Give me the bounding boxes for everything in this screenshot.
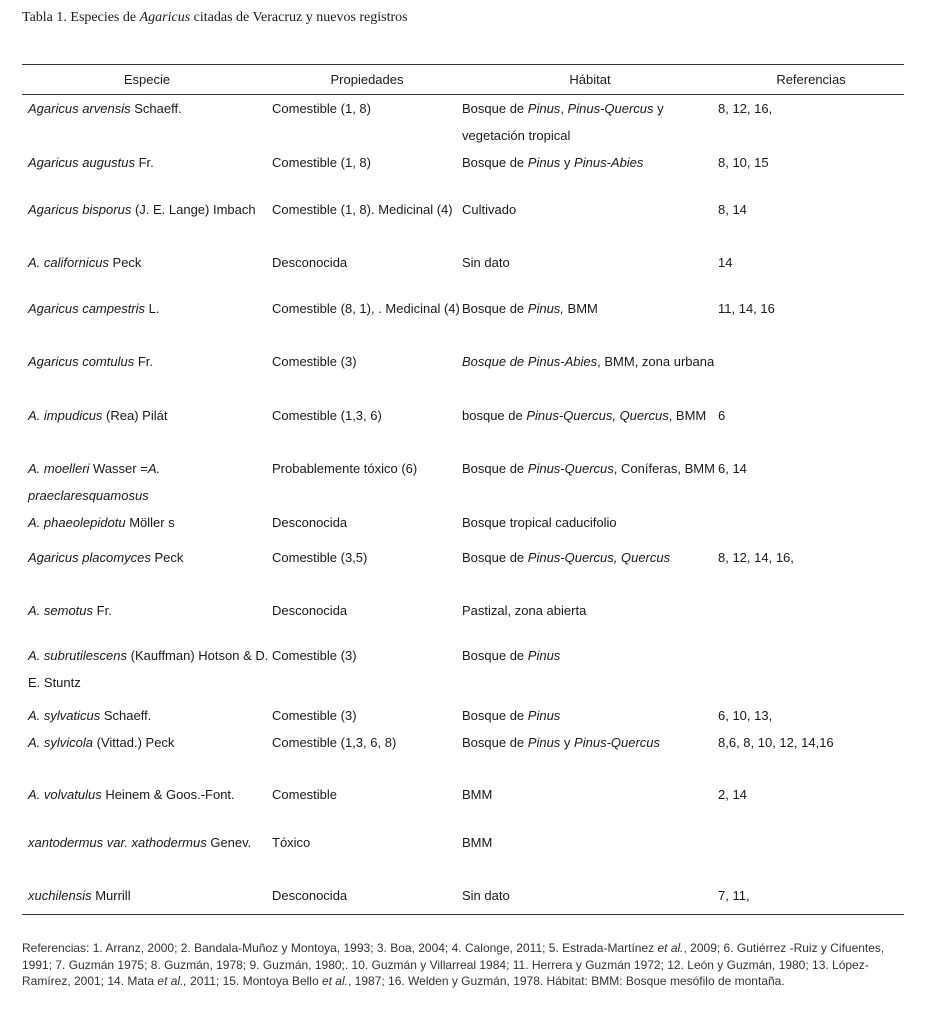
cell-especie: Agaricus campestris L. xyxy=(28,301,160,316)
table-row xyxy=(22,295,904,348)
cell-referencias xyxy=(718,509,904,544)
cell-propiedades: Desconocida xyxy=(272,603,348,618)
cell-habitat: Bosque de Pinus xyxy=(462,708,561,723)
table-row xyxy=(22,455,904,509)
table-row xyxy=(22,402,904,455)
cell-propiedades: Comestible (1, 8) xyxy=(272,155,371,170)
header-referencias: Referencias xyxy=(718,65,904,95)
cell-habitat: Bosque de Pinus xyxy=(462,648,561,663)
species-table xyxy=(22,64,904,915)
cell-especie: A. phaeolepidotu Möller s xyxy=(28,515,175,530)
cell-especie: Agaricus comtulus Fr. xyxy=(28,354,153,369)
cell-propiedades: Comestible (3) xyxy=(272,708,357,723)
cell-habitat: Bosque de Pinus-Quercus, Coníferas, BMM xyxy=(462,461,715,476)
cell-habitat: Bosque de Pinus y Pinus-Quercus xyxy=(462,735,661,750)
cell-referencias xyxy=(718,348,904,402)
cell-especie: A. moelleri Wasser =A. praeclaresquamosus xyxy=(28,461,161,503)
cell-referencias xyxy=(718,642,904,702)
cell-habitat: Bosque de Pinus-Quercus, Quercus xyxy=(462,550,671,565)
cell-habitat: Bosque tropical caducifolio xyxy=(462,515,617,530)
table-row xyxy=(22,196,904,249)
header-habitat: Hábitat xyxy=(462,65,718,95)
cell-especie: A. sylvicola (Vittad.) Peck xyxy=(28,735,175,750)
table-row xyxy=(22,348,904,402)
cell-referencias xyxy=(718,829,904,882)
cell-especie: A. sylvaticus Schaeff. xyxy=(28,708,152,723)
cell-habitat: Sin dato xyxy=(462,882,718,914)
cell-referencias: 2, 14 xyxy=(718,787,747,802)
cell-propiedades: Comestible (3) xyxy=(272,354,357,369)
cell-referencias: 8, 12, 14, 16, xyxy=(718,550,794,565)
cell-referencias: 11, 14, 16 xyxy=(718,301,775,316)
table-row xyxy=(22,642,904,702)
table-row xyxy=(22,544,904,597)
cell-referencias: 8,6, 8, 10, 12, 14,16 xyxy=(718,735,834,750)
cell-habitat: Bosque de Pinus, Pinus-Quercus y vegetación tropical xyxy=(462,101,664,143)
cell-propiedades: Comestible xyxy=(272,787,338,802)
table-body xyxy=(22,95,904,915)
cell-especie: Agaricus bisporus (J. E. Lange) Imbach xyxy=(28,202,256,217)
cell-referencias: 8, 14 xyxy=(718,202,747,217)
header-especie: Especie xyxy=(22,65,272,95)
cell-especie: Agaricus arvensis Schaeff. xyxy=(28,101,182,116)
table-row xyxy=(22,781,904,829)
cell-referencias: 14 xyxy=(718,255,733,270)
header-propiedades: Propiedades xyxy=(272,65,462,95)
cell-referencias: 8, 12, 16, xyxy=(718,101,773,116)
table-row xyxy=(22,702,904,729)
references-footnote: Referencias: 1. Arranz, 2000; 2. Bandala-Muñoz y Montoya, 1993; 3. Boa, 2004; 4. Calonge, 2011; 5. Estrada-Martínez et al., 2009; 6. Gutiérrez -Ruiz y Cifuentes, 1991; 7. Guzmán 1975; 8. Guzmán, 1978; 9. Guzmán, 1980;. 10. Guzmán y Villarreal 1984; 11. Herrera y Guzmán 1972; 12. León y Guzmán, 1980; 13. López-Ramírez, 2001; 14. Mata et al., 2011; 15. Montoya Bello et al., 1987; 16. Welden y Guzmán, 1978. Hábitat: BMM: Bosque mesófilo de montaña. xyxy=(22,941,885,988)
table-caption: Tabla 1. Especies de Agaricus citadas de Veracruz y nuevos registros xyxy=(22,10,408,25)
table-row xyxy=(22,149,904,196)
cell-propiedades: Comestible (3,5) xyxy=(272,550,368,565)
table-row xyxy=(22,882,904,914)
cell-propiedades: Comestible (1,3, 6) xyxy=(272,408,382,423)
cell-propiedades: Desconocida xyxy=(272,255,348,270)
cell-referencias: 6 xyxy=(718,408,726,423)
cell-habitat: Bosque de Pinus-Abies, BMM, zona urbana xyxy=(462,354,715,369)
cell-especie: A. californicus Peck xyxy=(28,255,142,270)
cell-propiedades: Desconocida xyxy=(272,515,348,530)
cell-propiedades: Comestible (1, 8) xyxy=(272,101,371,116)
cell-habitat: Pastizal, zona abierta xyxy=(462,603,587,618)
cell-propiedades: Comestible (3) xyxy=(272,648,357,663)
cell-propiedades: Comestible (8, 1), . Medicinal (4) xyxy=(272,301,460,316)
cell-referencias: 6, 14 xyxy=(718,461,747,476)
cell-habitat: Bosque de Pinus, BMM xyxy=(462,301,598,316)
cell-propiedades: Tóxico xyxy=(272,835,311,850)
table-row xyxy=(22,249,904,295)
table-row xyxy=(22,829,904,882)
table-row xyxy=(22,509,904,544)
cell-habitat: Cultivado xyxy=(462,202,517,217)
cell-referencias: 7, 11, xyxy=(718,882,904,914)
cell-especie: A. subrutilescens (Kauffman) Hotson & D. E. Stuntz xyxy=(28,648,269,690)
table-header-row xyxy=(22,65,904,95)
cell-referencias: 6, 10, 13, xyxy=(718,708,773,723)
cell-referencias: 8, 10, 15 xyxy=(718,155,769,170)
cell-propiedades: Comestible (1,3, 6, 8) xyxy=(272,735,397,750)
cell-especie: Agaricus augustus Fr. xyxy=(28,155,154,170)
cell-especie: xantodermus var. xathodermus Genev. xyxy=(28,835,252,850)
cell-habitat: BMM xyxy=(462,787,493,802)
cell-habitat: bosque de Pinus-Quercus, Quercus, BMM xyxy=(462,408,707,423)
cell-especie: A. impudicus (Rea) Pilát xyxy=(28,408,168,423)
table-row xyxy=(22,597,904,642)
table-row xyxy=(22,729,904,781)
cell-habitat: BMM xyxy=(462,835,493,850)
table-row xyxy=(22,95,904,150)
cell-habitat: Sin dato xyxy=(462,255,510,270)
cell-referencias xyxy=(718,597,904,642)
cell-propiedades: Probablemente tóxico (6) xyxy=(272,461,418,476)
cell-especie: xuchilensis Murrill xyxy=(22,882,272,914)
cell-especie: Agaricus placomyces Peck xyxy=(28,550,184,565)
cell-especie: A. semotus Fr. xyxy=(28,603,112,618)
cell-propiedades: Desconocida xyxy=(272,882,462,914)
cell-propiedades: Comestible (1, 8). Medicinal (4) xyxy=(272,202,453,217)
cell-habitat: Bosque de Pinus y Pinus-Abies xyxy=(462,155,644,170)
cell-especie: A. volvatulus Heinem & Goos.-Font. xyxy=(28,787,235,802)
